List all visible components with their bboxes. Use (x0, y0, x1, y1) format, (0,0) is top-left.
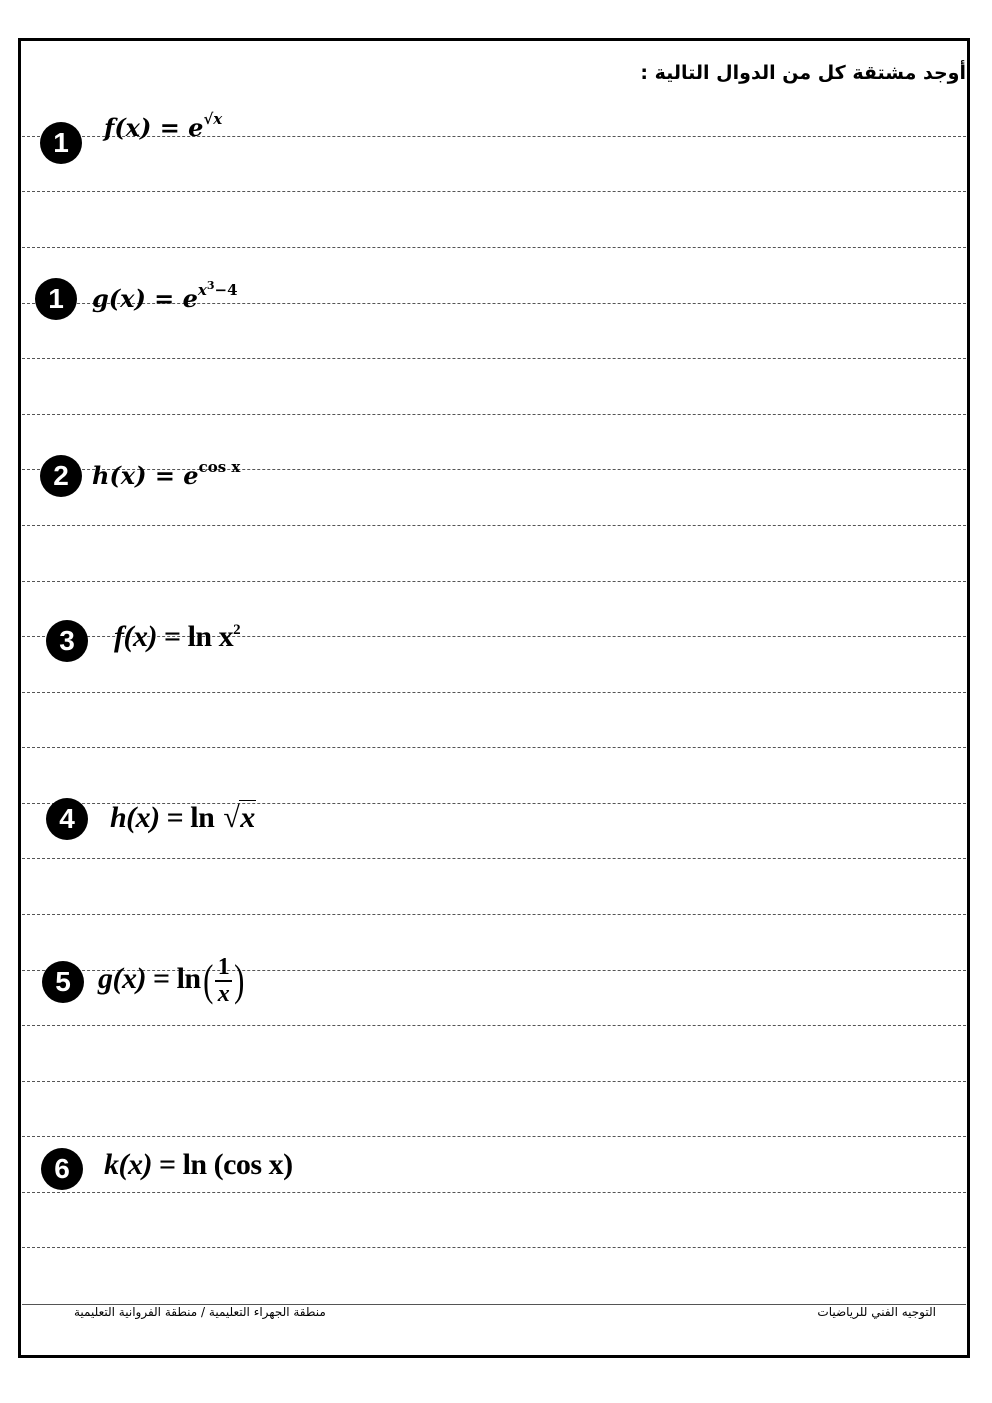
answer-line (22, 191, 966, 192)
footer-right-text: التوجيه الفني للرياضيات (817, 1305, 936, 1319)
exercise-number-badge: 5 (42, 961, 84, 1003)
exercise-number-badge: 1 (40, 122, 82, 164)
exercise-equation: $g(x) = e^{x^3-4}$ (92, 279, 238, 313)
exercise-equation: h(x) = ln √x (110, 801, 255, 834)
exercise-number-badge: 4 (46, 798, 88, 840)
answer-line (22, 1192, 966, 1193)
answer-line (22, 1247, 966, 1248)
answer-line (22, 1081, 966, 1082)
exercise-number-badge: 3 (46, 620, 88, 662)
answer-line (22, 525, 966, 526)
exercise-number-badge: 2 (40, 455, 82, 497)
answer-line (22, 692, 966, 693)
answer-line (22, 581, 966, 582)
exercise-number-badge: 6 (41, 1148, 83, 1190)
answer-line (22, 247, 966, 248)
answer-line (22, 914, 966, 915)
answer-line (22, 414, 966, 415)
exercise-number-badge: 1 (35, 278, 77, 320)
exercise-equation: $f(x) = \ln x^2$ (114, 620, 241, 653)
answer-line (22, 858, 966, 859)
exercise-equation: k(x) = ln (cos x) (104, 1148, 293, 1181)
answer-line (22, 747, 966, 748)
answer-line (22, 358, 966, 359)
answer-line (22, 1136, 966, 1137)
footer-left-text: منطقة الجهراء التعليمية / منطقة الفروانية التعليمية (74, 1305, 326, 1319)
exercise-equation: $h(x) = e^{cos x}$ (92, 458, 241, 490)
answer-line (22, 1025, 966, 1026)
exercise-equation: g(x) = ln( $\frac{1}{x}$ ) (98, 954, 245, 1008)
instruction-title: أوجد مشتقة كل من الدوال التالية : (640, 62, 966, 84)
exercise-equation: $f(x) = e^{√x}$ (104, 110, 223, 142)
